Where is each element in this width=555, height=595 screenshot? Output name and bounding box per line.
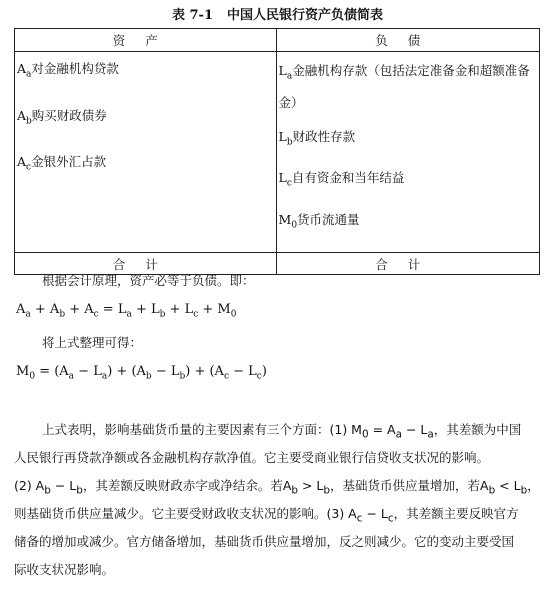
liabilities-item [279, 126, 540, 154]
liabilities-item-label: 财政性存款 [292, 128, 356, 144]
liabilities-item [279, 209, 540, 237]
text-line: 则基础货币供应量减少。它主要受财政收支状况的影响。(3) $A_c - L_c$，其差额主要反映官方 [14, 506, 519, 525]
assets-item-symbol: $A_c$ [17, 154, 32, 173]
table-caption-number: 表 7-1 [171, 8, 213, 23]
liabilities-item-symbol: $L_a$ [278, 63, 293, 82]
liabilities-cell [276, 52, 540, 253]
liabilities-item-symbol: $M_0$ [278, 211, 298, 230]
assets-list [15, 52, 276, 179]
text-line: 人民银行再贷款净额或各金融机构存款净值。它主要受商业银行信贷收支状况的影响。 [14, 450, 490, 465]
text-line: (2) $A_b - L_b$，其差额反映财政赤字或净结余。若$A_b > L_b$，基础货币供应量增加，若$A_b < L_b$， [14, 478, 540, 497]
paragraph-factors [14, 416, 544, 584]
footer-assets: 合计 [15, 253, 277, 275]
assets-cell [15, 52, 277, 253]
assets-item-symbol: $A_a$ [17, 61, 32, 80]
text-line: 上式表明，影响基础货币量的主要因素有三个方面：(1) $M_0 = A_a - L_a$，其差额为中国 [42, 422, 522, 441]
paragraph-rearrange: 将上式整理可得： [42, 335, 143, 350]
liabilities-item-label: 金融机构存款（包括法定准备金和超额准备金） [278, 63, 530, 110]
assets-item-symbol: $A_b$ [17, 107, 32, 126]
liabilities-item-symbol: $L_b$ [278, 128, 293, 147]
header-assets: 资产 [15, 29, 277, 52]
assets-item-label: 购买财政债券 [31, 107, 107, 123]
liabilities-list [277, 52, 540, 236]
text-line: 际收支状况影响。 [14, 562, 115, 577]
assets-item [17, 58, 276, 86]
liabilities-item-label: 自有资金和当年结益 [291, 170, 405, 185]
text-line: 储备的增加或减少。官方储备增加，基础货币供应量增加，反之则减少。它的变动主要受国 [14, 534, 515, 549]
liabilities-item [279, 58, 540, 116]
paragraph-accounting-principle: 根据会计原理，资产必等于负债。即： [42, 273, 255, 288]
footer-liabilities: 合计 [276, 253, 540, 275]
assets-item [17, 105, 276, 133]
table-caption [0, 4, 555, 23]
liabilities-item [279, 167, 540, 195]
assets-item-label: 对金融机构贷款 [31, 61, 119, 76]
equation-balance: $A_a + A_b + A_c = L_a + L_b + L_c + M_0$ [16, 302, 237, 320]
header-liabilities: 负债 [276, 29, 540, 52]
assets-item-label: 金银外汇占款 [31, 154, 107, 169]
table-caption-title: 中国人民银行资产负债简表 [227, 8, 384, 23]
liabilities-item-label: 货币流通量 [297, 211, 360, 227]
equation-base-money: $M_0 = (A_a - L_a) + (A_b - L_b) + (A_c - L_c)$ [16, 364, 267, 382]
liabilities-item-symbol: $L_c$ [278, 170, 292, 189]
balance-sheet-table [14, 28, 540, 275]
assets-item [17, 151, 276, 179]
